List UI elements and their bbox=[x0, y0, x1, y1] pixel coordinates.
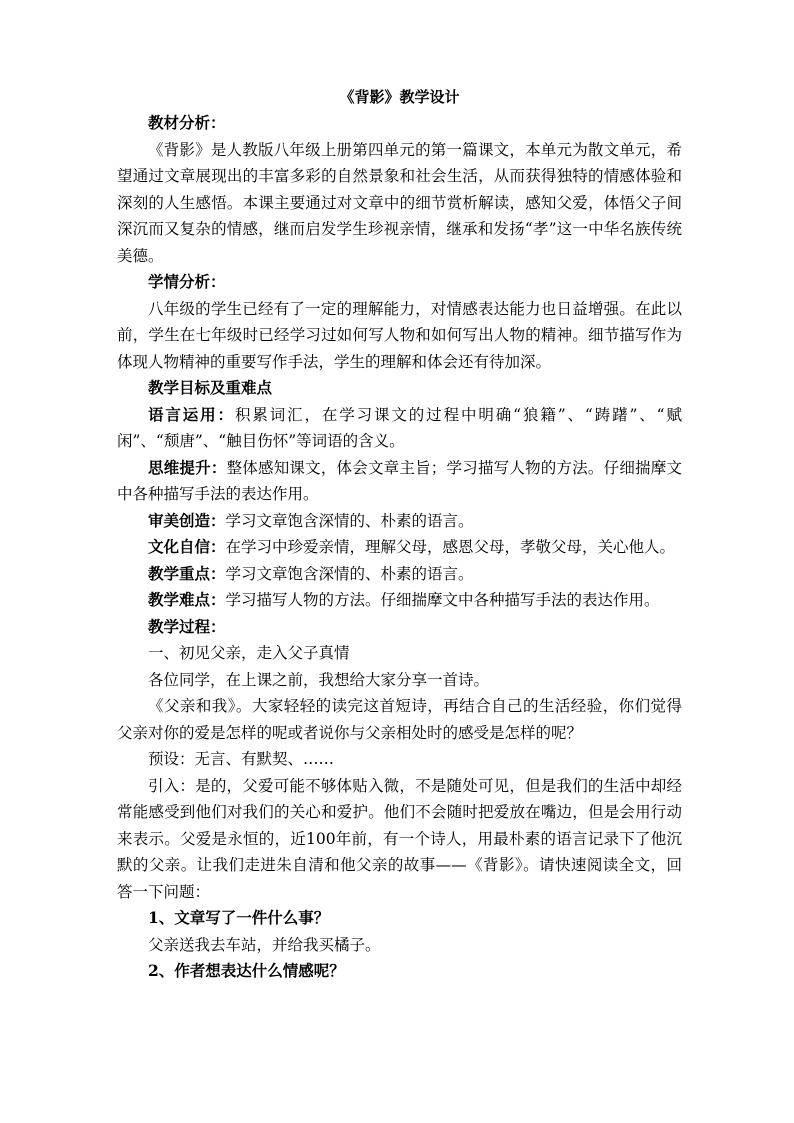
question-one: 1、文章写了一件什么事？ bbox=[148, 908, 330, 927]
document-title: 《背影》教学设计 bbox=[339, 88, 460, 106]
process-step-one: 一、初见父亲，走入父子真情 bbox=[148, 644, 350, 662]
goal-label: 思维提升： bbox=[148, 457, 227, 477]
textbook-analysis-heading: 教材分析： bbox=[148, 113, 226, 132]
goal-label: 教学重点： bbox=[148, 563, 226, 583]
process-paragraph: 引入：是的，父爱可能不够体贴入微，不是随处可见，但是我们的生活中却经常能感受到他们对我们的关心和爱护。他们不会随时把爱放在嘴边，但是会用行动来表示。父爱是永恒的，近100年前，有一个诗人，用最朴素的语言记录下了他沉默的父亲。让我们走进朱自清和他父亲的故事——《背影》。请快速阅读全文，回答一下问题： bbox=[117, 776, 682, 901]
goal-label: 语言运用： bbox=[148, 404, 235, 424]
goal-label: 审美创造： bbox=[148, 510, 226, 530]
student-analysis-heading: 学情分析： bbox=[148, 272, 226, 291]
teaching-process-heading: 教学过程： bbox=[148, 616, 226, 636]
textbook-analysis-paragraph: 《背影》是人教版八年级上册第四单元的第一篇课文，本单元为散文单元，希望通过文章展现出的丰富多彩的自然景象和社会生活，从而获得独特的情感体验和深刻的人生感悟。本课主要通过对文章中的细节赏析解读，感知父爱，体悟父子间深沉而又复杂的情感，继而启发学生珍视亲情，继承和发扬“孝”这一中华名族传统美德。 bbox=[117, 140, 682, 265]
goal-text: 学习文章饱含深情的、朴素的语言。 bbox=[225, 564, 474, 583]
process-paragraph: 各位同学，在上课之前，我想给大家分享一首诗。 bbox=[148, 670, 490, 689]
process-paragraph: 预设：无言、有默契、…… bbox=[148, 750, 335, 768]
process-paragraph: 《父亲和我》。大家轻轻的读完这首短诗，再结合自己的生活经验，你们觉得父亲对你的爱是怎样的呢或者说你与父亲相处时的感受是怎样的呢？ bbox=[117, 697, 682, 742]
goal-text: 在学习中珍爱亲情，理解父母，感恩父母，孝敬父母，关心他人。 bbox=[225, 538, 676, 556]
document-page bbox=[117, 84, 682, 985]
teaching-goals-heading: 教学目标及重难点 bbox=[148, 378, 273, 397]
goal-text: 学习文章饱含深情的、朴素的语言。 bbox=[225, 511, 474, 530]
goal-text: 整体感知课文，体会文章主旨；学习描写人物的方法。仔细揣摩文中各种描写手法的表达作用。 bbox=[117, 458, 682, 503]
goal-text: 积累词汇，在学习课文的过程中明确“狼籍”、“踌躇”、“赋闲”、“颓唐”、“触目伤怀”等词语的含义。 bbox=[117, 405, 682, 450]
goal-culture bbox=[117, 534, 682, 561]
goal-label: 教学难点： bbox=[148, 590, 226, 609]
student-analysis-paragraph: 八年级的学生已经有了一定的理解能力，对情感表达能力也日益增强。在此以前，学生在七年级时已经学习过如何写人物和如何写出人物的精神。细节描写作为体现人物精神的重要写作手法，学生的理解和体会还有待加深。 bbox=[117, 299, 682, 371]
teaching-key-point bbox=[117, 561, 682, 588]
teaching-difficulty bbox=[117, 587, 682, 614]
goal-aesthetic bbox=[117, 508, 682, 535]
answer-one: 父亲送我去车站，并给我买橘子。 bbox=[148, 935, 381, 954]
goal-language-use bbox=[117, 402, 682, 455]
goal-text: 学习描写人物的方法。仔细揣摩文中各种描写手法的表达作用。 bbox=[225, 591, 660, 609]
goal-label: 文化自信： bbox=[148, 537, 226, 556]
question-two: 2、作者想表达什么情感呢？ bbox=[148, 961, 345, 980]
goal-thinking bbox=[117, 455, 682, 508]
